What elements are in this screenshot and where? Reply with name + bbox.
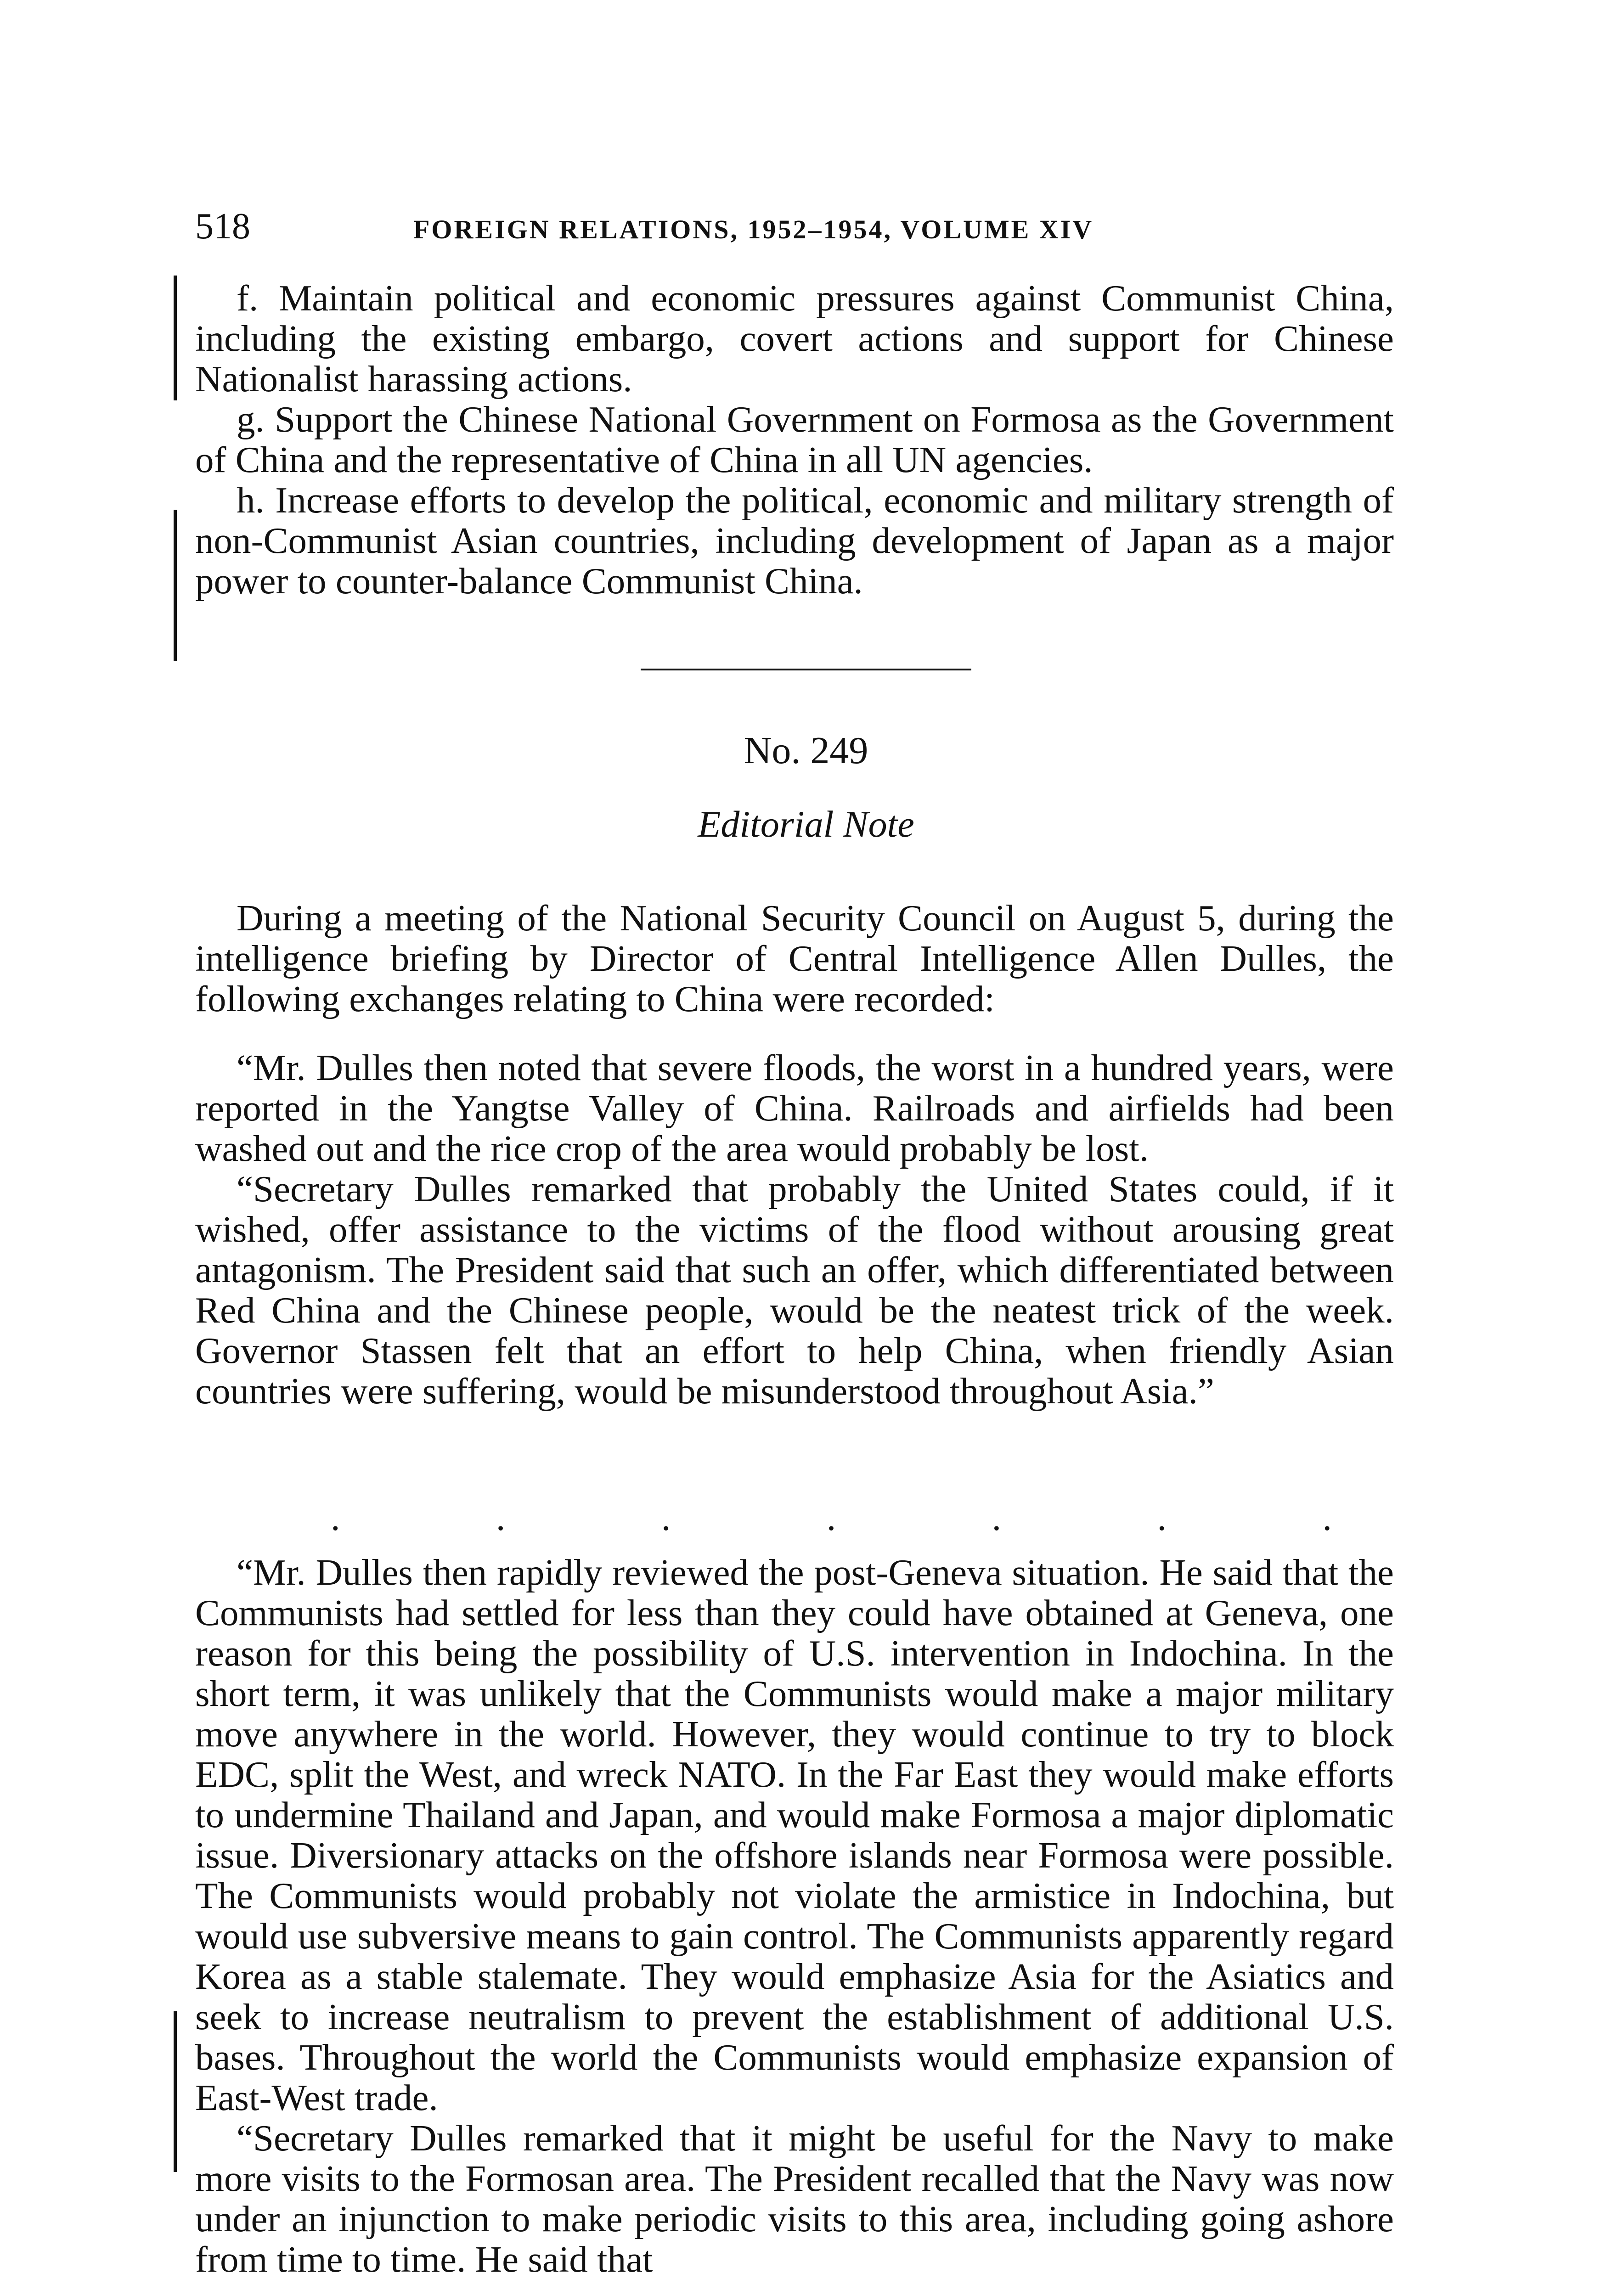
ellipsis-dot: .: [1322, 1497, 1332, 1538]
document-number: No. 249: [744, 729, 868, 772]
page-header: [195, 206, 1394, 256]
page-number: 518: [195, 206, 250, 247]
document-title: Editorial Note: [698, 803, 914, 845]
list-item-h: h. Increase efforts to develop the political, economic and military strength of non-Communist Asian countries, including development of Japan as a major power to counter-balance Communist China.: [195, 479, 1394, 602]
editorial-body-bottom: [195, 1552, 1394, 2279]
ellipsis-divider: [331, 1497, 1332, 1538]
list-item-f: f. Maintain political and economic pressures against Communist China, including the existing embargo, covert actions and support for Chinese Nationalist harassing actions.: [195, 277, 1394, 400]
list-items: [195, 278, 1394, 601]
intro-paragraph: During a meeting of the National Security Council on August 5, during the intelligence briefing by Director of Central Intelligence Allen Dulles, the following exchanges relating to China were recorded:: [195, 897, 1394, 1019]
editorial-body-top: [195, 898, 1394, 1411]
margin-change-bar: [174, 2011, 177, 2172]
ellipsis-dot: .: [992, 1497, 1002, 1538]
ellipsis-dot: .: [661, 1497, 671, 1538]
quote-paragraph-geneva: “Mr. Dulles then rapidly reviewed the post-Geneva situation. He said that the Communists had settled for less than they could have obtained at Geneva, one reason for this being the possibility of U.S. intervention in Indochina. In the short term, it was unlikely that the Communists would make a major military move anywhere in the world. However, they would continue to try to block EDC, split the West, and wreck NATO. In the Far East they would make efforts to undermine Thailand and Japan, and would make Formosa a major diplomatic issue. Diversionary attacks on the offshore islands near Formosa were possible. The Communists would probably not violate the armistice in Indochina, but would use subversive means to gain control. The Communists apparently regard Korea as a stable stalemate. They would emphasize Asia for the Asiatics and seek to increase neutralism to prevent the establishment of additional U.S. bases. Throughout the world the Communists would emphasize expansion of East-West trade.: [195, 1552, 1394, 2118]
ellipsis-dot: .: [331, 1497, 340, 1538]
ellipsis-dot: .: [1157, 1497, 1167, 1538]
section-divider: [641, 669, 971, 670]
ellipsis-dot: .: [496, 1497, 506, 1538]
running-title: FOREIGN RELATIONS, 1952–1954, VOLUME XIV: [413, 214, 1094, 244]
quote-paragraph-floods: “Mr. Dulles then noted that severe floods, the worst in a hundred years, were reported in the Yangtse Valley of China. Railroads and airfields had been washed out and the rice crop of the area would probably be lost.: [195, 1047, 1394, 1169]
margin-change-bar: [174, 276, 177, 400]
quote-paragraph-navy: “Secretary Dulles remarked that it might be useful for the Navy to make more visits to the Formosan area. The President recalled that the Navy was now under an injunction to make periodic visits to this area, including going ashore from time to time. He said that: [195, 2117, 1394, 2280]
ellipsis-dot: .: [826, 1497, 836, 1538]
quote-paragraph-assistance: “Secretary Dulles remarked that probably the United States could, if it wished, offer assistance to the victims of the flood without arousing great antagonism. The President said that such an offer, which differentiated between Red China and the Chinese people, would be the neatest trick of the week. Governor Stassen felt that an effort to help China, when friendly Asian countries were suffering, would be misunderstood throughout Asia.”: [195, 1168, 1394, 1412]
list-item-g: g. Support the Chinese National Government on Formosa as the Government of China and the representative of China in all UN agencies.: [195, 399, 1394, 480]
margin-change-bar: [174, 510, 177, 661]
